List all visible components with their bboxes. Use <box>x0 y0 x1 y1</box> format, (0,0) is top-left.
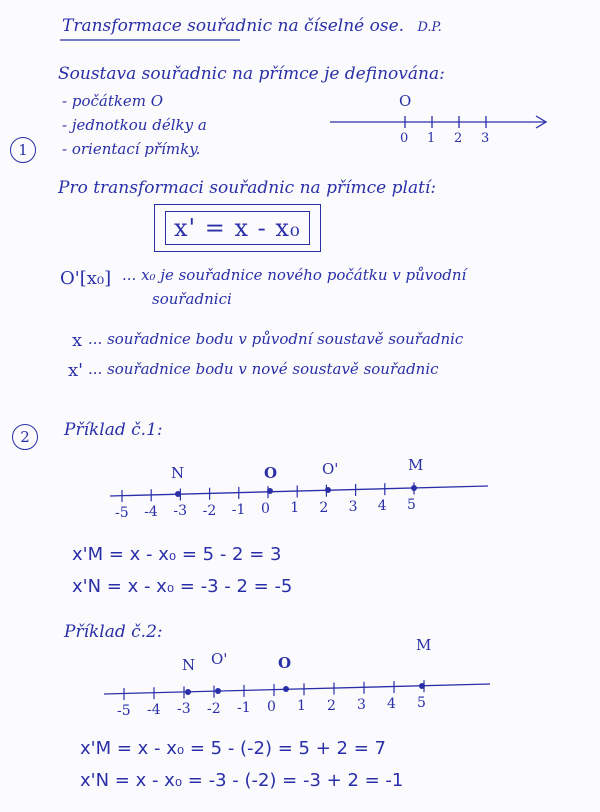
system-intro: Soustava souřadnic na přímce je definována: <box>58 64 445 84</box>
example-2-tick-label: 0 <box>267 699 276 716</box>
example-2-tick-label: 4 <box>387 695 396 712</box>
example-2-tick-label: -4 <box>147 702 161 719</box>
example-1-tick-label: 3 <box>348 498 358 515</box>
small-axis-tick-3: 3 <box>481 131 490 146</box>
example-1-heading: Příklad č.1: <box>64 420 163 440</box>
legend-symbol-x-prime: x' <box>68 360 84 381</box>
example-1-tick-label: 0 <box>261 501 270 518</box>
example-2-label-o: O <box>278 654 292 672</box>
transform-intro: Pro transformaci souřadnic na přímce platí: <box>58 178 437 198</box>
small-axis-tick-2: 2 <box>454 131 463 146</box>
example-2-tick-label: -2 <box>207 700 221 717</box>
example-2-heading: Příklad č.2: <box>64 622 163 642</box>
example-1-tick-label: 2 <box>319 499 329 516</box>
example-2-tick-label: -5 <box>117 703 131 719</box>
definition-item-orientation: - orientací přímky. <box>62 140 201 158</box>
example-2-tick-label: 3 <box>357 696 366 713</box>
definition-item-origin: - počátkem O <box>62 92 164 110</box>
section-1-marker: 1 <box>10 137 36 163</box>
small-axis-tick-1: 1 <box>427 131 436 146</box>
example-2-tick-label: 5 <box>417 695 426 712</box>
example-2-label-o-prime: O' <box>211 650 228 668</box>
example-2-point-o <box>283 686 289 692</box>
example-2-tick-label: 2 <box>327 697 336 714</box>
example-2-point-o-prime <box>215 688 221 694</box>
example-2-tick-label: -3 <box>177 701 191 718</box>
example-2-label-m: M <box>416 636 432 654</box>
example-2-tick-label: 1 <box>297 698 306 715</box>
example-1-tick-label: 5 <box>407 497 416 514</box>
example-1-tick-label: 1 <box>290 500 300 517</box>
definition-item-unit: - jednotkou délky a <box>62 116 207 134</box>
example-1-calc-n: x'N = x - x₀ = -3 - 2 = -5 <box>72 576 293 597</box>
example-2-point-m <box>419 683 425 689</box>
example-2-label-n: N <box>182 656 196 674</box>
legend-text-x: ... souřadnice bodu v původní soustavě souřadnic <box>88 330 464 348</box>
small-axis-tick-0: 0 <box>400 131 409 146</box>
example-2-calc-m: x'M = x - x₀ = 5 - (-2) = 5 + 2 = 7 <box>80 738 386 759</box>
legend-symbol-x: x <box>72 330 83 351</box>
legend-symbol-new-origin: O'[x₀] <box>60 268 112 289</box>
page-title: Transformace souřadnic na číselné ose. D.P. <box>62 16 442 36</box>
example-1-tick-label: -3 <box>173 503 188 520</box>
author-initials: D.P. <box>417 20 442 35</box>
example-1-tick-label: -2 <box>202 502 217 519</box>
example-1-label-o: O <box>264 464 278 482</box>
example-1-tick-label: -5 <box>115 505 129 521</box>
legend-text-new-origin-cont: souřadnici <box>152 290 232 308</box>
example-1-label-o-prime: O' <box>322 460 339 478</box>
example-1-tick-label: -4 <box>144 504 158 521</box>
example-2-calc-n: x'N = x - x₀ = -3 - (-2) = -3 + 2 = -1 <box>80 770 404 791</box>
example-1-calc-m: x'M = x - x₀ = 5 - 2 = 3 <box>72 544 282 565</box>
section-2-marker: 2 <box>12 424 38 450</box>
example-1-tick-label: -1 <box>231 501 246 518</box>
small-axis-origin-label: O <box>399 92 412 110</box>
example-1-label-m: M <box>408 456 424 474</box>
formula-text: x' = x - x₀ <box>165 211 310 245</box>
legend-text-x-prime: ... souřadnice bodu v nové soustavě souřadnic <box>88 360 439 378</box>
example-1-tick-label: 4 <box>377 498 387 515</box>
example-1-label-n: N <box>171 464 185 482</box>
example-2-point-n <box>185 689 191 695</box>
legend-text-new-origin: ... x₀ je souřadnice nového počátku v původní <box>122 266 467 284</box>
example-2-tick-label: -1 <box>237 699 251 716</box>
